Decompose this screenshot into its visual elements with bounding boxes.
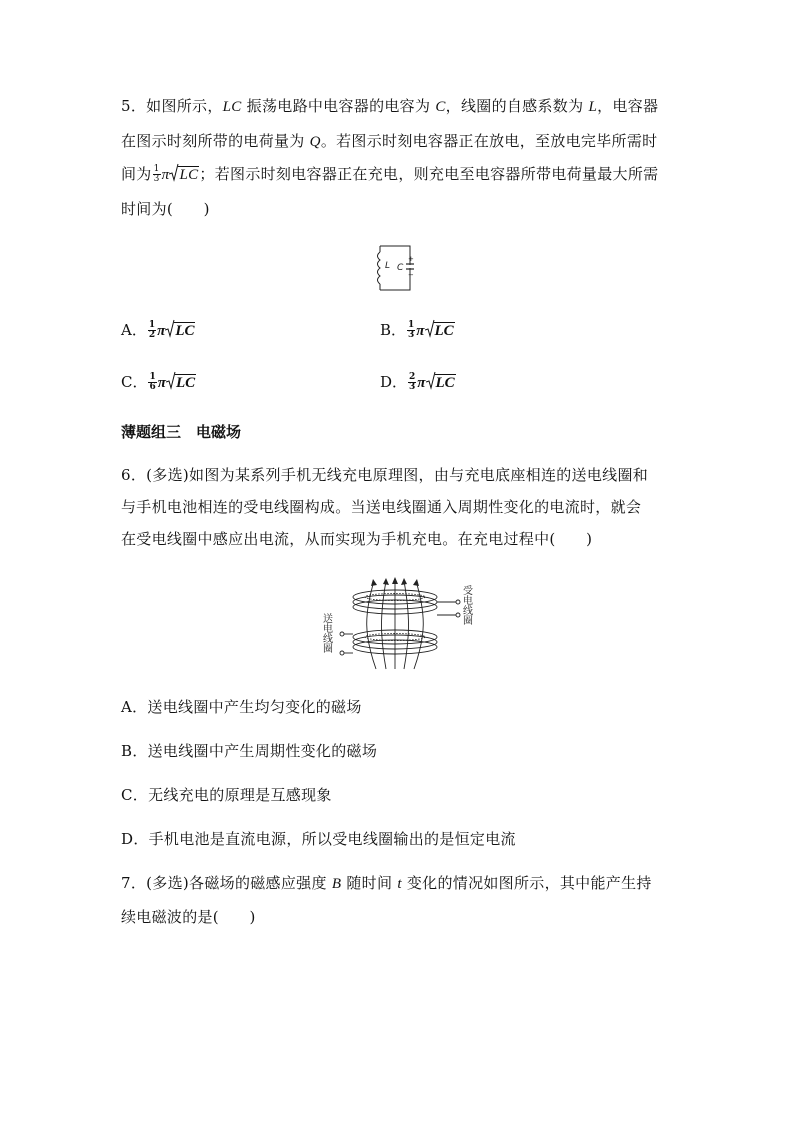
q5-line-4: 时间为( ) xyxy=(121,200,210,218)
sqrt-expression: LC xyxy=(169,164,199,185)
inductor-coil xyxy=(378,252,381,284)
q6-line-1: 6．(多选)如图为某系列手机无线充电原理图，由与充电底座相连的送电线圈和 xyxy=(121,466,649,484)
q7-line-2: 续电磁波的是( ) xyxy=(121,908,256,926)
q5-option-b[interactable]: B． $\frac{1}{3}$ π LC xyxy=(380,319,454,340)
plus-sign: + xyxy=(408,255,414,263)
q5-option-d[interactable]: D． $\frac{2}{3}$ π LC xyxy=(380,371,455,392)
q6-option-b[interactable]: B．送电线圈中产生周期性变化的磁场 xyxy=(121,742,378,760)
capacitor-label: C xyxy=(397,263,404,273)
q6-line-2: 与手机电池相连的受电线圈构成。当送电线圈通入周期性变化的电流时，就会 xyxy=(121,498,642,516)
q5-line-3: 间为 $\frac{1}{3}$ π LC；若图示时刻电容器正在充电，则充电至电容器所带电荷量最大所需 xyxy=(121,163,659,184)
transmitting-coil-label: 送电线圈 xyxy=(320,613,332,653)
q7-line-1: 7．(多选)各磁场的磁感应强度 B 随时间 t 变化的情况如图所示，其中能产生持 xyxy=(121,874,652,892)
q6-option-a[interactable]: A．送电线圈中产生均匀变化的磁场 xyxy=(121,698,362,716)
q6-option-c[interactable]: C．无线充电的原理是互感现象 xyxy=(121,786,332,804)
q6-option-d[interactable]: D．手机电池是直流电源，所以受电线圈输出的是恒定电流 xyxy=(121,830,516,848)
q6-line-3: 在受电线圈中感应出电流，从而实现为手机充电。在充电过程中( ) xyxy=(121,530,593,548)
q5-line-1: 5．如图所示，LC 振荡电路中电容器的电容为 C，线圈的自感系数为 L，电容器 xyxy=(121,97,659,115)
q5-line-2: 在图示时刻所带的电荷量为 Q。若图示时刻电容器正在放电，至放电完毕所需时 xyxy=(121,132,658,150)
inductor-label: L xyxy=(385,261,391,271)
q5-option-c[interactable]: C． $\frac{1}{6}$ π LC xyxy=(121,371,196,392)
section-heading: 薄题组三 电磁场 xyxy=(121,423,242,441)
receiving-coil-label: 受电线圈 xyxy=(460,585,472,625)
q5-option-a[interactable]: A． $\frac{1}{2}$ π LC xyxy=(121,319,195,340)
wireless-charging-coils-diagram xyxy=(316,575,480,671)
minus-sign: − xyxy=(408,271,414,279)
fraction: $\frac{1}{3}$ xyxy=(153,163,160,184)
lc-circuit-diagram xyxy=(370,240,420,296)
